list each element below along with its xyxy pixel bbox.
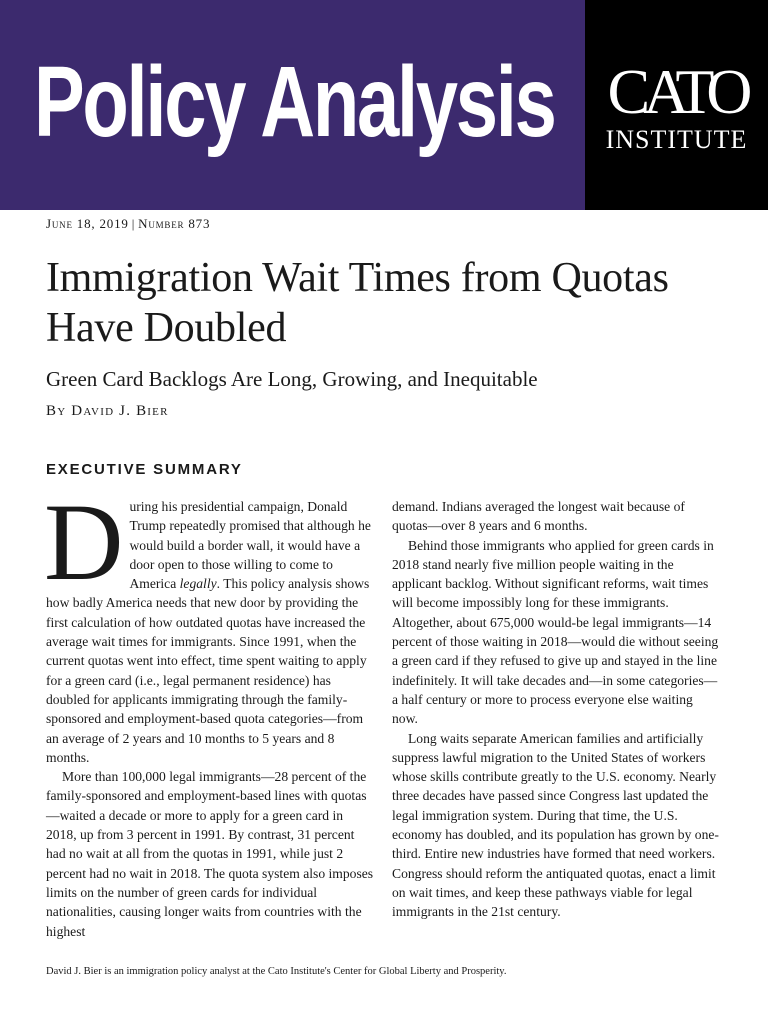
paragraph-1-rest: . This policy analysis shows how badly America needs that new door by providing the first calculation of how outdated quotas have increased the average wait times for immigrants. Since 1991, when the current quotas went into effect, time spent waiting to apply for a green card (i.e., legal permanent residence) has doubled for applicants immigrating through the family-sponsored and employment-based quota categories—from an average of 2 years and 10 months to 5 years and 8 months. <box>46 576 370 765</box>
author-byline: By David J. Bier <box>46 403 169 419</box>
issue-date: June 18, 2019 <box>46 216 129 231</box>
section-heading: EXECUTIVE SUMMARY <box>46 461 243 478</box>
paragraph-1-emphasis: legally <box>179 576 217 592</box>
drop-cap: D <box>44 481 124 603</box>
paper-title: Immigration Wait Times from Quotas Have Doubled <box>46 255 669 351</box>
header-banner <box>0 0 585 210</box>
meta-separator: | <box>131 216 136 231</box>
issue-meta <box>46 215 210 233</box>
paragraph-4: Long waits separate American families and artificially suppress lawful migration to the United States of workers whose skills contribute greatly to the U.S. economy. Nearly three decades have passed since Congress last updated the legal immigration system. During that time, the U.S. economy has doubled, and its population has grown by one-third. Entire new industries have formed that need workers. Congress should reform the antiquated quotas, enact a limit on wait times, and keep these pathways viable for legal immigrants in the 21st century. <box>392 730 719 920</box>
paragraph-3: Behind those immigrants who applied for green cards in 2018 stand nearly five million people waiting in the applicant backlog. Without significant reforms, wait times will become impossibly long for these immigrants. Altogether, about 675,000 would-be legal immigrants—14 percent of those waiting in 2018—would die without seeing a green card if they refused to give up and stayed in the line indefinitely. It will take decades and—in some categories—a half century or more to process everyone else waiting now. <box>392 537 719 727</box>
author-footnote: David J. Bier is an immigration policy analyst at the Cato Institute's Center for Global Liberty and Prosperity. <box>46 966 507 977</box>
issue-number: Number 873 <box>138 216 211 231</box>
paragraph-2-continued: demand. Indians averaged the longest wait because of quotas—over 8 years and 6 months. <box>392 499 685 534</box>
cato-logo <box>585 0 768 210</box>
logo-subtitle: INSTITUTE <box>605 125 748 154</box>
paragraph-1-lead: uring his presidential campaign, Donald Trump repeatedly promised that although he would build a border wall, it would have a door open to those willing to come to America <box>129 499 371 592</box>
paragraph-2: More than 100,000 legal immigrants—28 percent of the family-sponsored and employment-based lines with quotas—waited a decade or more to apply for a green card in 2018, up from 3 percent in 1991. By contrast, 31 percent had no wait at all from the quotas in 1991, while just 2 percent had no wait in 2018. The quota system also imposes limits on the number of green cards for individual nationalities, causing longer waits from countries with the highest <box>46 769 374 939</box>
paper-subtitle: Green Card Backlogs Are Long, Growing, and Inequitable <box>46 367 538 391</box>
paragraph-1 <box>44 481 376 767</box>
text-column-left <box>44 481 376 941</box>
logo-wordmark: CATO <box>607 56 746 127</box>
publication-title: Policy Analysis <box>34 46 555 158</box>
text-column-right <box>392 497 722 922</box>
